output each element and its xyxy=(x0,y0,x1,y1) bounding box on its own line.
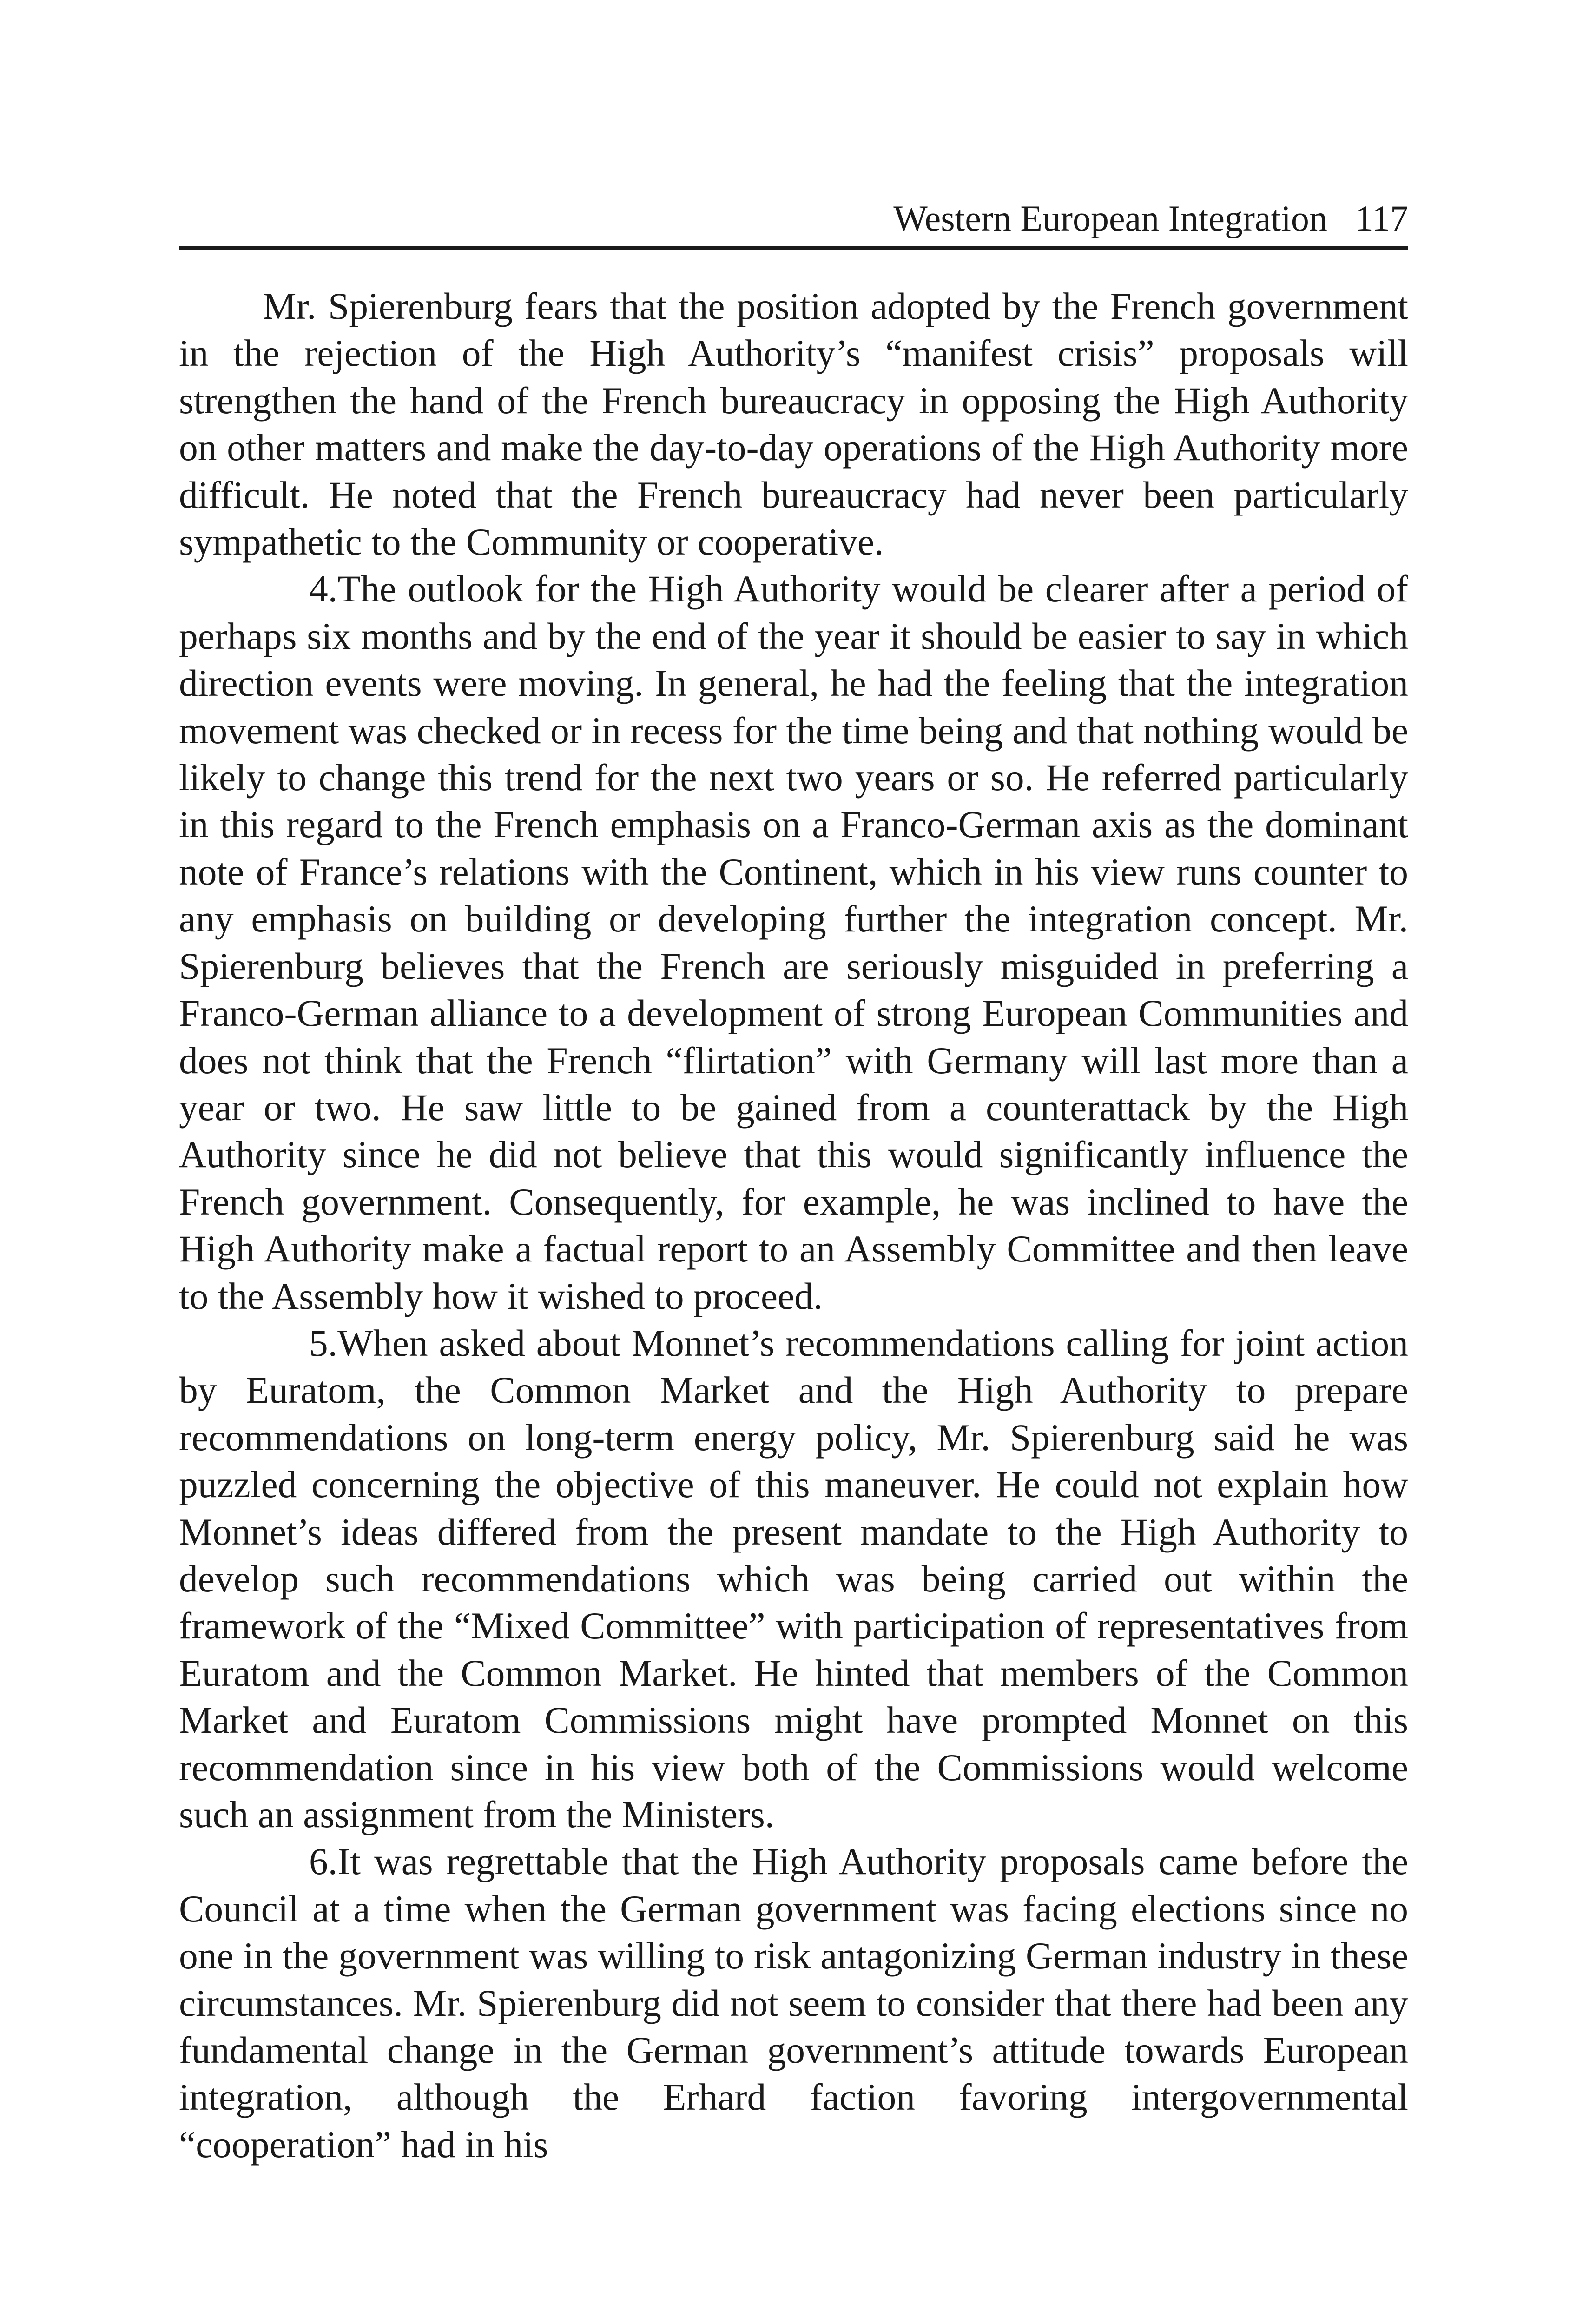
paragraph xyxy=(179,283,1408,565)
paragraph xyxy=(179,565,1408,1320)
page-number: 117 xyxy=(1355,198,1408,238)
header-rule xyxy=(179,246,1408,250)
paragraph-text: It was regrettable that the High Authority proposals came before the Council at a time when the German government was facing elections since no one in the government was willing to risk antagonizing German industry in these circumstances. Mr. Spierenburg did not seem to consider that there had been any fundamental change in the German government’s attitude towards European integration, although the Erhard faction favoring intergovernmental “cooperation” had in his xyxy=(179,1840,1408,2166)
paragraph-text: When asked about Monnet’s recommendations calling for joint action by Euratom, the Common Market and the High Authority to prepare recommendations on long-term energy policy, Mr. Spierenburg said he was puzzled concerning the objective of this maneuver. He could not explain how Monnet’s ideas differed from the present mandate to the High Authority to develop such recommendations which was being carried out within the framework of the “Mixed Committee” with participation of representatives from Euratom and the Common Market. He hinted that members of the Common Market and Euratom Commissions might have prompted Monnet on this recommendation since in his view both of the Commissions would welcome such an assignment from the Ministers. xyxy=(179,1321,1408,1835)
paragraph-text: Mr. Spierenburg fears that the position adopted by the French government in the rejection of the High Authority’s “manifest crisis” proposals will strengthen the hand of the French bureaucracy in opposing the High Authority on other matters and make the day-to-day operations of the High Authority more difficult. He noted that the French bureaucracy had never been particularly sympathetic to the Community or cooperative. xyxy=(179,285,1408,563)
paragraph-number: 5. xyxy=(309,1321,338,1364)
running-head-title: Western European Integration xyxy=(893,198,1327,238)
paragraph-number: 6. xyxy=(309,1840,338,1883)
paragraph-text: The outlook for the High Authority would be clearer after a period of perhaps six months and by the end of the year it should be easier to say in which direction events were moving. In general, he had the feeling that the integration movement was checked or in recess for the time being and that nothing would be likely to change this trend for the next two years or so. He referred particularly in this regard to the French emphasis on a Franco-German axis as the dominant note of France’s relations with the Continent, which in his view runs counter to any emphasis on building or developing further the integration concept. Mr. Spierenburg believes that the French are seriously misguided in preferring a Franco-German alliance to a development of strong European Communities and does not think that the French “flirtation” with Germany will last more than a year or two. He saw little to be gained from a counterattack by the High Authority since he did not believe that this would significantly influence the French government. Consequently, for example, he was inclined to have the High Authority make a factual report to an Assembly Committee and then leave to the Assembly how it wished to proceed. xyxy=(179,568,1408,1317)
paragraph xyxy=(179,1838,1408,2168)
paragraph xyxy=(179,1320,1408,1838)
running-head xyxy=(179,188,1408,249)
body-text xyxy=(179,283,1408,2168)
paragraph-number: 4. xyxy=(309,568,338,610)
